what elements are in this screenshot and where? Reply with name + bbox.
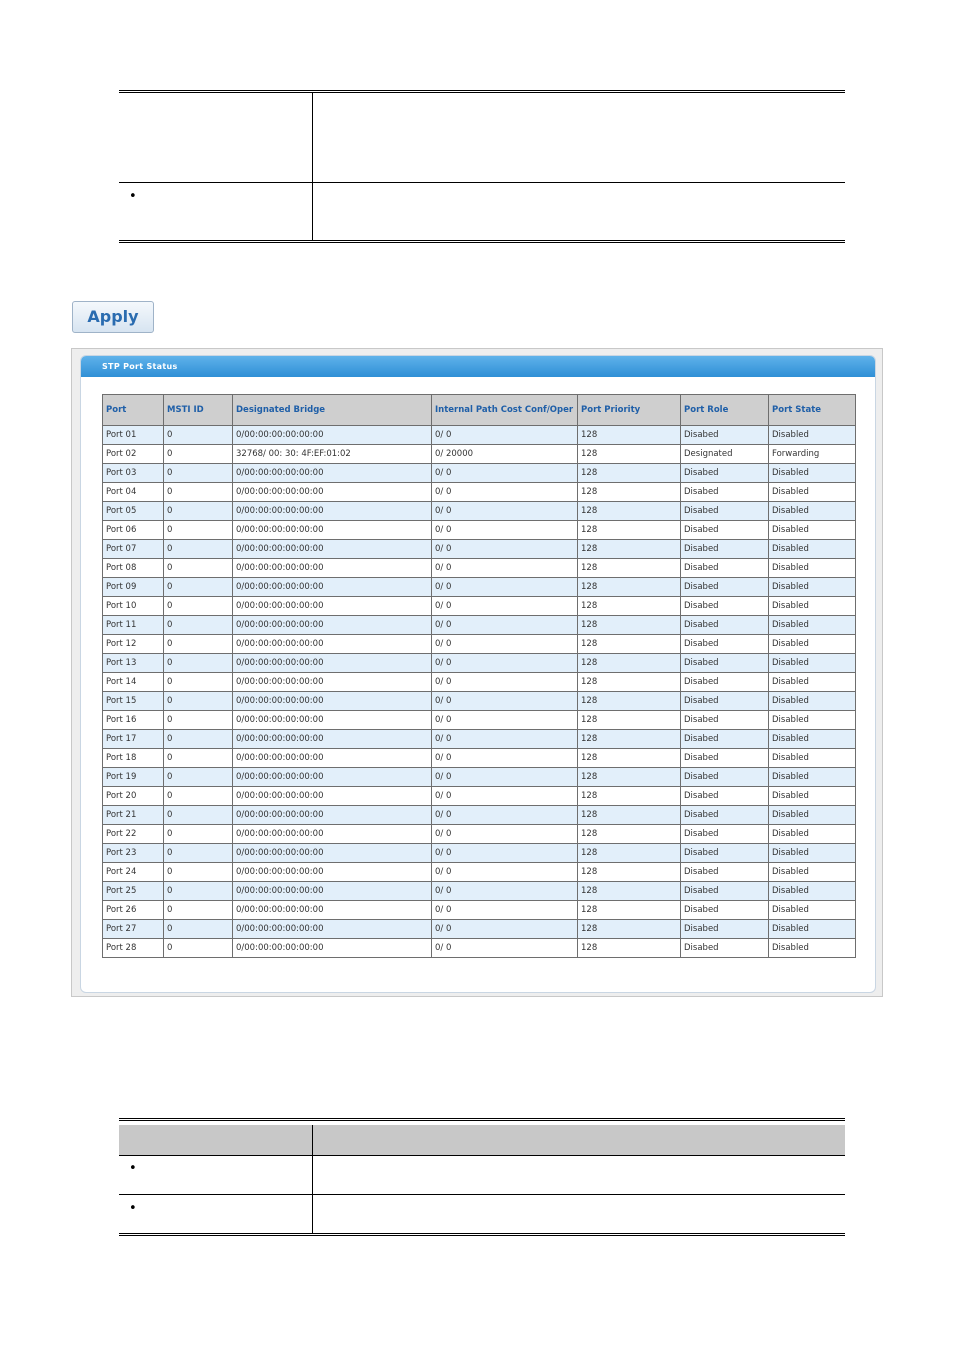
cell-msti-id: 0	[164, 863, 233, 882]
cell-port-state: Disabled	[769, 901, 856, 920]
cell-port-state: Disabled	[769, 426, 856, 445]
cell-designated-bridge: 0/00:00:00:00:00:00	[233, 768, 432, 787]
panel-title: STP Port Status	[81, 356, 875, 377]
table-row	[103, 863, 856, 882]
cell-internal-path-cost: 0/ 0	[432, 730, 578, 749]
cell-designated-bridge: 0/00:00:00:00:00:00	[233, 939, 432, 958]
cell-designated-bridge: 0/00:00:00:00:00:00	[233, 597, 432, 616]
table-row	[103, 445, 856, 464]
cell-port: Port 25	[103, 882, 164, 901]
cell-internal-path-cost: 0/ 0	[432, 597, 578, 616]
cell-port: Port 24	[103, 863, 164, 882]
cell-port: Port 04	[103, 483, 164, 502]
cell-designated-bridge: 0/00:00:00:00:00:00	[233, 787, 432, 806]
cell-port-state: Disabled	[769, 635, 856, 654]
cell-port: Port 20	[103, 787, 164, 806]
bullet-marker: •	[129, 189, 137, 204]
cell-port: Port 09	[103, 578, 164, 597]
table-row	[103, 540, 856, 559]
table-row	[103, 635, 856, 654]
cell-port-role: Disabed	[681, 749, 769, 768]
column-header-port-role: Port Role	[681, 395, 769, 426]
cell-port-priority: 128	[578, 597, 681, 616]
cell-msti-id: 0	[164, 426, 233, 445]
table-row	[103, 654, 856, 673]
cell-designated-bridge: 0/00:00:00:00:00:00	[233, 521, 432, 540]
cell-msti-id: 0	[164, 483, 233, 502]
cell-port-role: Disabed	[681, 787, 769, 806]
table-row	[103, 692, 856, 711]
cell-port-state: Disabled	[769, 654, 856, 673]
cell-port-priority: 128	[578, 901, 681, 920]
cell-internal-path-cost: 0/ 0	[432, 768, 578, 787]
cell-port-role: Disabed	[681, 692, 769, 711]
cell-internal-path-cost: 0/ 0	[432, 920, 578, 939]
cell-internal-path-cost: 0/ 0	[432, 863, 578, 882]
cell-designated-bridge: 0/00:00:00:00:00:00	[233, 673, 432, 692]
cell-port-priority: 128	[578, 673, 681, 692]
cell-internal-path-cost: 0/ 0	[432, 578, 578, 597]
cell-port: Port 17	[103, 730, 164, 749]
row-divider	[119, 1194, 845, 1195]
bullet-marker: •	[129, 1161, 137, 1176]
cell-port-priority: 128	[578, 483, 681, 502]
cell-designated-bridge: 0/00:00:00:00:00:00	[233, 844, 432, 863]
cell-msti-id: 0	[164, 939, 233, 958]
cell-port: Port 03	[103, 464, 164, 483]
table-row	[103, 464, 856, 483]
cell-port-state: Disabled	[769, 521, 856, 540]
cell-port: Port 19	[103, 768, 164, 787]
cell-internal-path-cost: 0/ 0	[432, 654, 578, 673]
cell-port-state: Disabled	[769, 844, 856, 863]
cell-internal-path-cost: 0/ 0	[432, 901, 578, 920]
cell-internal-path-cost: 0/ 0	[432, 711, 578, 730]
cell-port-role: Disabed	[681, 825, 769, 844]
cell-port-role: Disabed	[681, 863, 769, 882]
table-row	[103, 578, 856, 597]
cell-port-state: Disabled	[769, 711, 856, 730]
cell-msti-id: 0	[164, 502, 233, 521]
cell-port-state: Disabled	[769, 920, 856, 939]
cell-msti-id: 0	[164, 654, 233, 673]
cell-port-role: Disabed	[681, 844, 769, 863]
cell-port-state: Disabled	[769, 825, 856, 844]
cell-designated-bridge: 0/00:00:00:00:00:00	[233, 863, 432, 882]
cell-port-priority: 128	[578, 616, 681, 635]
cell-internal-path-cost: 0/ 0	[432, 502, 578, 521]
cell-designated-bridge: 32768/ 00: 30: 4F:EF:01:02	[233, 445, 432, 464]
cell-port-role: Disabed	[681, 426, 769, 445]
cell-internal-path-cost: 0/ 0	[432, 787, 578, 806]
cell-port: Port 28	[103, 939, 164, 958]
cell-port: Port 01	[103, 426, 164, 445]
column-header-designated-bridge: Designated Bridge	[233, 395, 432, 426]
cell-internal-path-cost: 0/ 0	[432, 692, 578, 711]
cell-designated-bridge: 0/00:00:00:00:00:00	[233, 901, 432, 920]
cell-port-priority: 128	[578, 578, 681, 597]
table-row	[103, 920, 856, 939]
cell-internal-path-cost: 0/ 0	[432, 635, 578, 654]
cell-port-priority: 128	[578, 844, 681, 863]
table-row	[103, 844, 856, 863]
cell-port-priority: 128	[578, 939, 681, 958]
cell-port-state: Disabled	[769, 483, 856, 502]
cell-port-priority: 128	[578, 426, 681, 445]
column-header-port-priority: Port Priority	[578, 395, 681, 426]
cell-port-priority: 128	[578, 863, 681, 882]
column-header-port-state: Port State	[769, 395, 856, 426]
cell-port: Port 12	[103, 635, 164, 654]
cell-msti-id: 0	[164, 692, 233, 711]
cell-port-priority: 128	[578, 445, 681, 464]
cell-designated-bridge: 0/00:00:00:00:00:00	[233, 692, 432, 711]
cell-port: Port 02	[103, 445, 164, 464]
cell-port: Port 13	[103, 654, 164, 673]
cell-internal-path-cost: 0/ 0	[432, 559, 578, 578]
table-row	[103, 749, 856, 768]
cell-msti-id: 0	[164, 768, 233, 787]
cell-port-priority: 128	[578, 559, 681, 578]
table-header-row	[103, 395, 856, 426]
cell-port: Port 08	[103, 559, 164, 578]
cell-msti-id: 0	[164, 540, 233, 559]
cell-port-priority: 128	[578, 502, 681, 521]
cell-port-state: Disabled	[769, 863, 856, 882]
cell-port-role: Disabed	[681, 673, 769, 692]
cell-port-priority: 128	[578, 635, 681, 654]
cell-internal-path-cost: 0/ 0	[432, 464, 578, 483]
cell-port: Port 16	[103, 711, 164, 730]
cell-internal-path-cost: 0/ 0	[432, 521, 578, 540]
cell-internal-path-cost: 0/ 0	[432, 882, 578, 901]
table-row	[103, 806, 856, 825]
cell-port-state: Forwarding	[769, 445, 856, 464]
cell-port-role: Disabed	[681, 464, 769, 483]
table-row	[103, 673, 856, 692]
cell-port: Port 18	[103, 749, 164, 768]
cell-designated-bridge: 0/00:00:00:00:00:00	[233, 882, 432, 901]
cell-msti-id: 0	[164, 445, 233, 464]
cell-designated-bridge: 0/00:00:00:00:00:00	[233, 426, 432, 445]
cell-port-state: Disabled	[769, 882, 856, 901]
cell-msti-id: 0	[164, 787, 233, 806]
cell-port-priority: 128	[578, 825, 681, 844]
cell-designated-bridge: 0/00:00:00:00:00:00	[233, 654, 432, 673]
cell-port-role: Disabed	[681, 597, 769, 616]
cell-port-role: Disabed	[681, 711, 769, 730]
cell-msti-id: 0	[164, 521, 233, 540]
cell-port: Port 22	[103, 825, 164, 844]
cell-port-priority: 128	[578, 749, 681, 768]
cell-port-role: Disabed	[681, 901, 769, 920]
cell-internal-path-cost: 0/ 0	[432, 673, 578, 692]
cell-internal-path-cost: 0/ 0	[432, 483, 578, 502]
table-row	[103, 882, 856, 901]
cell-port-priority: 128	[578, 730, 681, 749]
column-divider	[312, 93, 313, 240]
cell-port-priority: 128	[578, 920, 681, 939]
cell-designated-bridge: 0/00:00:00:00:00:00	[233, 730, 432, 749]
cell-port: Port 14	[103, 673, 164, 692]
cell-designated-bridge: 0/00:00:00:00:00:00	[233, 825, 432, 844]
cell-msti-id: 0	[164, 616, 233, 635]
cell-internal-path-cost: 0/ 0	[432, 616, 578, 635]
table-row	[103, 521, 856, 540]
cell-port-role: Disabed	[681, 939, 769, 958]
cell-port-state: Disabled	[769, 616, 856, 635]
cell-port-role: Disabed	[681, 920, 769, 939]
cell-designated-bridge: 0/00:00:00:00:00:00	[233, 464, 432, 483]
cell-designated-bridge: 0/00:00:00:00:00:00	[233, 616, 432, 635]
cell-designated-bridge: 0/00:00:00:00:00:00	[233, 502, 432, 521]
cell-port-state: Disabled	[769, 464, 856, 483]
cell-designated-bridge: 0/00:00:00:00:00:00	[233, 806, 432, 825]
cell-msti-id: 0	[164, 844, 233, 863]
column-header-msti-id: MSTI ID	[164, 395, 233, 426]
cell-designated-bridge: 0/00:00:00:00:00:00	[233, 540, 432, 559]
cell-designated-bridge: 0/00:00:00:00:00:00	[233, 578, 432, 597]
cell-designated-bridge: 0/00:00:00:00:00:00	[233, 920, 432, 939]
cell-port-role: Designated	[681, 445, 769, 464]
cell-msti-id: 0	[164, 635, 233, 654]
cell-port-role: Disabed	[681, 730, 769, 749]
cell-port-role: Disabed	[681, 578, 769, 597]
table-row	[103, 939, 856, 958]
table-body	[103, 426, 856, 958]
cell-port: Port 05	[103, 502, 164, 521]
cell-port-state: Disabled	[769, 559, 856, 578]
table-row	[103, 559, 856, 578]
cell-port-role: Disabed	[681, 616, 769, 635]
cell-msti-id: 0	[164, 920, 233, 939]
cell-port-state: Disabled	[769, 749, 856, 768]
cell-port-role: Disabed	[681, 654, 769, 673]
cell-msti-id: 0	[164, 901, 233, 920]
cell-designated-bridge: 0/00:00:00:00:00:00	[233, 559, 432, 578]
bullet-marker: •	[129, 1201, 137, 1216]
cell-port-role: Disabed	[681, 521, 769, 540]
cell-port-state: Disabled	[769, 578, 856, 597]
cell-port-state: Disabled	[769, 502, 856, 521]
cell-msti-id: 0	[164, 711, 233, 730]
table-row	[103, 502, 856, 521]
apply-button[interactable]: Apply	[72, 301, 154, 333]
cell-msti-id: 0	[164, 730, 233, 749]
cell-port: Port 27	[103, 920, 164, 939]
cell-port-role: Disabed	[681, 635, 769, 654]
cell-port-state: Disabled	[769, 540, 856, 559]
table-row	[103, 616, 856, 635]
cell-port-role: Disabed	[681, 768, 769, 787]
cell-port-role: Disabed	[681, 806, 769, 825]
cell-port-state: Disabled	[769, 939, 856, 958]
cell-designated-bridge: 0/00:00:00:00:00:00	[233, 711, 432, 730]
cell-internal-path-cost: 0/ 0	[432, 426, 578, 445]
cell-port-role: Disabed	[681, 540, 769, 559]
cell-internal-path-cost: 0/ 20000	[432, 445, 578, 464]
table-row	[103, 597, 856, 616]
bottom-description-table	[119, 1118, 845, 1236]
cell-port-priority: 128	[578, 787, 681, 806]
cell-port-state: Disabled	[769, 597, 856, 616]
top-description-table	[119, 90, 845, 243]
table-row	[103, 901, 856, 920]
cell-port: Port 26	[103, 901, 164, 920]
cell-port-priority: 128	[578, 882, 681, 901]
cell-port-role: Disabed	[681, 882, 769, 901]
cell-port-priority: 128	[578, 768, 681, 787]
cell-msti-id: 0	[164, 882, 233, 901]
cell-port-state: Disabled	[769, 673, 856, 692]
cell-msti-id: 0	[164, 806, 233, 825]
column-header-internal-path-cost: Internal Path Cost Conf/Oper	[432, 395, 578, 426]
cell-port-priority: 128	[578, 711, 681, 730]
cell-internal-path-cost: 0/ 0	[432, 939, 578, 958]
cell-designated-bridge: 0/00:00:00:00:00:00	[233, 635, 432, 654]
cell-internal-path-cost: 0/ 0	[432, 825, 578, 844]
cell-port: Port 23	[103, 844, 164, 863]
table-row	[103, 768, 856, 787]
cell-port-priority: 128	[578, 806, 681, 825]
table-row	[103, 787, 856, 806]
cell-port-state: Disabled	[769, 806, 856, 825]
cell-msti-id: 0	[164, 578, 233, 597]
cell-port: Port 07	[103, 540, 164, 559]
cell-port-state: Disabled	[769, 692, 856, 711]
table-row	[103, 825, 856, 844]
cell-port-priority: 128	[578, 464, 681, 483]
cell-designated-bridge: 0/00:00:00:00:00:00	[233, 749, 432, 768]
cell-port: Port 21	[103, 806, 164, 825]
cell-port-role: Disabed	[681, 559, 769, 578]
cell-internal-path-cost: 0/ 0	[432, 806, 578, 825]
column-header-port: Port	[103, 395, 164, 426]
row-divider	[119, 1155, 845, 1156]
cell-designated-bridge: 0/00:00:00:00:00:00	[233, 483, 432, 502]
cell-msti-id: 0	[164, 464, 233, 483]
cell-port-role: Disabed	[681, 502, 769, 521]
cell-port: Port 11	[103, 616, 164, 635]
cell-internal-path-cost: 0/ 0	[432, 844, 578, 863]
cell-port-state: Disabled	[769, 768, 856, 787]
cell-port-priority: 128	[578, 692, 681, 711]
cell-internal-path-cost: 0/ 0	[432, 749, 578, 768]
cell-msti-id: 0	[164, 673, 233, 692]
table-row	[103, 426, 856, 445]
cell-port-state: Disabled	[769, 787, 856, 806]
cell-internal-path-cost: 0/ 0	[432, 540, 578, 559]
cell-port-role: Disabed	[681, 483, 769, 502]
table-row	[103, 711, 856, 730]
table-header-band	[119, 1125, 845, 1155]
column-divider	[312, 1125, 313, 1233]
cell-port: Port 06	[103, 521, 164, 540]
cell-msti-id: 0	[164, 749, 233, 768]
cell-msti-id: 0	[164, 597, 233, 616]
cell-msti-id: 0	[164, 825, 233, 844]
cell-msti-id: 0	[164, 559, 233, 578]
cell-port: Port 15	[103, 692, 164, 711]
cell-port-priority: 128	[578, 654, 681, 673]
stp-port-status-table	[102, 394, 856, 958]
table-row	[103, 730, 856, 749]
cell-port-priority: 128	[578, 521, 681, 540]
table-row	[103, 483, 856, 502]
cell-port-state: Disabled	[769, 730, 856, 749]
cell-port-priority: 128	[578, 540, 681, 559]
cell-port: Port 10	[103, 597, 164, 616]
row-divider	[119, 182, 845, 183]
